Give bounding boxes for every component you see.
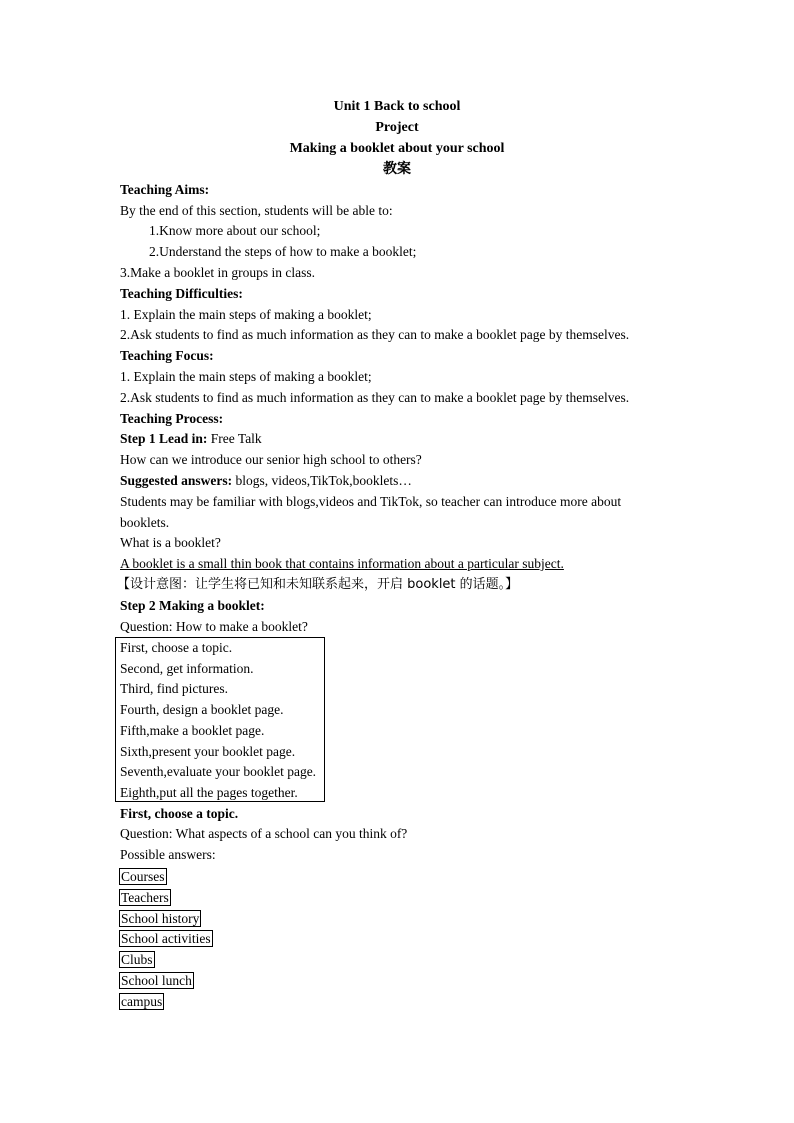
answer-box: School history	[121, 911, 200, 926]
booklet-step: Seventh,evaluate your booklet page.	[120, 764, 317, 780]
step1-note: Students may be familiar with blogs,videos and TikTok, so teacher can introduce more about	[120, 494, 622, 509]
step2-title: Step 2 Making a booklet:	[120, 598, 265, 613]
what-is-question: What is a booklet?	[120, 535, 221, 550]
difficulties-heading: Teaching Difficulties:	[120, 286, 243, 301]
aims-intro: By the end of this section, students will be able to:	[120, 203, 393, 218]
difficulties-item: 2.Ask students to find as much information as they can to make a booklet page by themselves.	[120, 327, 630, 342]
answer-box: campus	[121, 994, 163, 1009]
suggested-answers-label: Suggested answers:	[120, 473, 233, 488]
suggested-answers-line	[120, 471, 412, 491]
process-heading: Teaching Process:	[120, 411, 224, 426]
possible-answers-label: Possible answers:	[120, 847, 216, 862]
doc-type-title: 教案	[383, 161, 411, 177]
answer-box: School lunch	[121, 973, 192, 988]
booklet-step: Second, get information.	[120, 660, 254, 676]
suggested-answers-text: blogs, videos,TikTok,booklets…	[232, 473, 412, 488]
design-intent-note: 【设计意图：让学生将已知和未知联系起来，开启 booklet 的话题。】	[117, 577, 519, 592]
booklet-step: Fifth,make a booklet page.	[120, 722, 265, 738]
step1-title-rest: Free Talk	[207, 431, 262, 446]
unit-title: Unit 1 Back to school	[333, 99, 461, 114]
booklet-definition: A booklet is a small thin book that contains information about a particular subject.	[120, 556, 564, 571]
aims-item: 2.Understand the steps of how to make a booklet;	[149, 244, 417, 259]
answer-box: Teachers	[121, 890, 169, 905]
first-topic-question: Question: What aspects of a school can you think of?	[120, 826, 408, 841]
first-topic-title: First, choose a topic.	[120, 806, 239, 821]
aims-item: 1.Know more about our school;	[149, 223, 321, 238]
answer-box: Courses	[121, 869, 165, 884]
step1-note-cont: booklets.	[120, 515, 170, 530]
booklet-step: Eighth,put all the pages together.	[120, 784, 298, 800]
answer-box: School activities	[121, 931, 211, 946]
section-title: Project	[375, 120, 419, 135]
step1-title: Step 1 Lead in:	[120, 431, 208, 446]
answer-box: Clubs	[121, 952, 153, 967]
focus-heading: Teaching Focus:	[120, 348, 214, 363]
step2-question: Question: How to make a booklet?	[120, 619, 308, 634]
aims-item: 3.Make a booklet in groups in class.	[120, 265, 315, 280]
step1-question: How can we introduce our senior high school to others?	[120, 452, 422, 467]
aims-heading: Teaching Aims:	[120, 182, 210, 197]
topic-title: Making a booklet about your school	[289, 141, 505, 156]
booklet-step: Third, find pictures.	[120, 681, 228, 697]
difficulties-item: 1. Explain the main steps of making a booklet;	[120, 307, 372, 322]
focus-item: 2.Ask students to find as much information as they can to make a booklet page by themselves.	[120, 390, 630, 405]
booklet-steps-box	[115, 637, 325, 802]
booklet-step: Fourth, design a booklet page.	[120, 702, 284, 718]
booklet-step: First, choose a topic.	[120, 640, 233, 655]
focus-item: 1. Explain the main steps of making a booklet;	[120, 369, 372, 384]
booklet-step: Sixth,present your booklet page.	[120, 743, 296, 759]
step1-title-line	[120, 429, 262, 449]
